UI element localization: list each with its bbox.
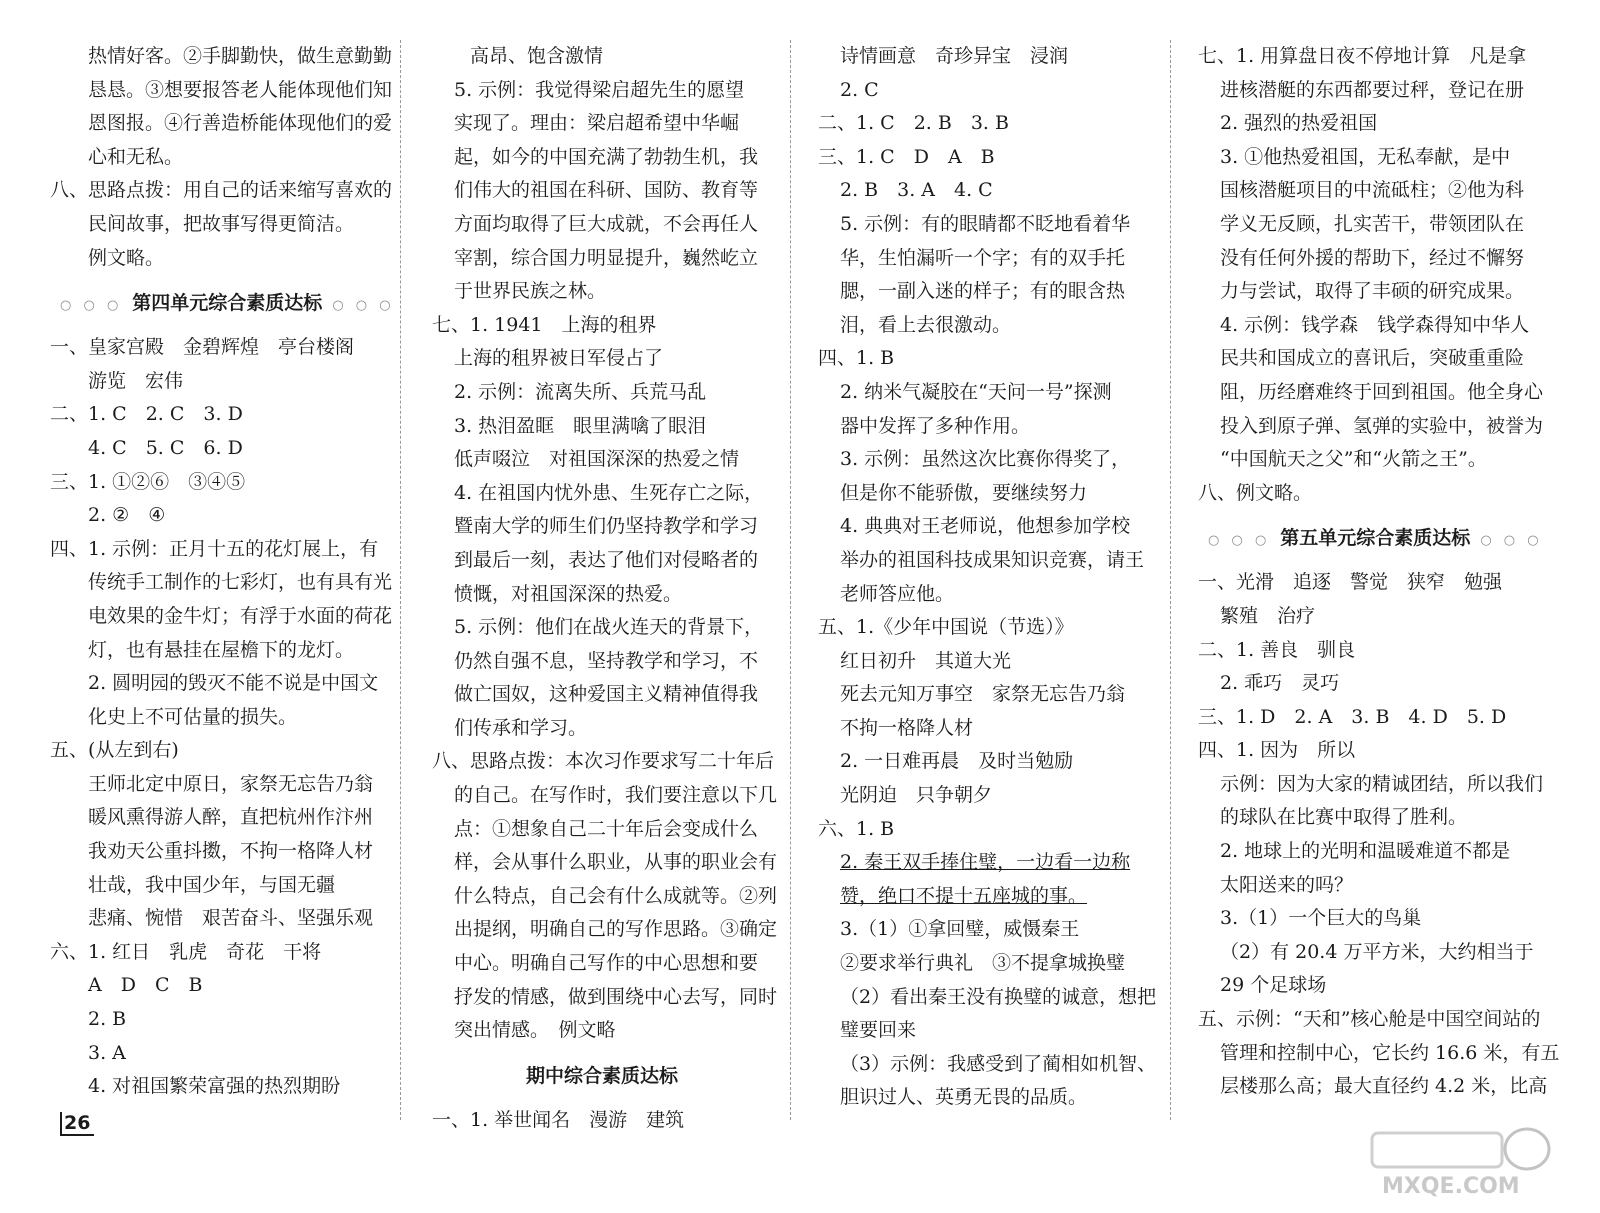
- answer-line: 死去元知万事空 家祭无忘告乃翁: [840, 683, 1126, 706]
- answer-line: A D C B: [88, 974, 203, 997]
- answer-line: 老师答应他。: [840, 582, 955, 605]
- answer-line: 七、1. 用算盘日夜不停地计算 凡是拿: [1198, 45, 1527, 67]
- decorative-dots-icon: ○ ○ ○: [332, 298, 395, 314]
- answer-line: 5. 示例：他们在战火连天的背景下，: [454, 616, 764, 639]
- answer-line: 投入到原子弹、氢弹的实验中，被誉为: [1220, 414, 1544, 437]
- answer-line: 五、1.《少年中国说（节选）》: [818, 616, 1074, 639]
- answer-column-2: [432, 40, 778, 1137]
- answer-line: 层楼那么高；最大直径约 4.2 米，比高: [1220, 1075, 1548, 1098]
- answer-line: 八、例文略。: [1198, 481, 1313, 504]
- answer-line: 壮哉，我中国少年，与国无疆: [88, 873, 336, 896]
- answer-line: 红日初升 其道大光: [840, 649, 1012, 672]
- answer-line: 六、1. B: [818, 817, 895, 840]
- section-heading: [1198, 510, 1543, 566]
- answer-line: 2. 示例：流离失所、兵荒马乱: [454, 380, 707, 403]
- answer-line: 中心。明确自己写作的中心思想和要: [454, 952, 759, 975]
- section-heading-text: 第五单元综合素质达标: [1280, 527, 1471, 550]
- answer-line: ②要求举行典礼 ③不提拿城换璧: [840, 952, 1126, 975]
- answer-line: （3）示例：我感受到了蔺相如机智、: [840, 1052, 1157, 1075]
- answer-line: 传统手工制作的七彩灯，也有具有光: [88, 571, 393, 594]
- watermark-site: MXQE.COM: [1382, 1174, 1520, 1199]
- answer-line: 四、1. 因为 所以: [1198, 739, 1356, 762]
- answer-line: 阻，历经磨难终于回到祖国。他全身心: [1220, 380, 1544, 403]
- answer-line: 热情好客。②手脚勤快，做生意勤勤: [88, 45, 393, 67]
- answer-line: 诗情画意 奇珍异宝 浸润: [840, 45, 1069, 67]
- answer-line: 太阳送来的吗？: [1220, 873, 1354, 896]
- answer-line: 4. 在祖国内忧外患、生死存亡之际，: [454, 481, 764, 504]
- answer-line: 悲痛、惋惜 艰苦奋斗、坚强乐观: [88, 907, 374, 930]
- answer-column-4: [1198, 40, 1560, 1104]
- answer-line: 八、思路点拨：用自己的话来缩写喜欢的: [50, 179, 393, 202]
- answer-line: 心和无私。: [88, 145, 184, 168]
- answer-line: 五、(从左到右): [50, 739, 179, 762]
- answer-line: 的球队在比赛中取得了胜利。: [1220, 806, 1468, 829]
- answer-line: （2）有 20.4 万平方米，大约相当于: [1220, 940, 1534, 963]
- answer-line: 5. 示例：有的眼睛都不眨地看着华: [840, 212, 1131, 235]
- answer-line: 于世界民族之林。: [454, 280, 607, 303]
- answer-line: 3. 热泪盈眶 眼里满噙了眼泪: [454, 414, 707, 437]
- answer-line: 2. 地球上的光明和温暖难道不都是: [1220, 840, 1511, 863]
- section-heading: [50, 275, 395, 331]
- answer-line: 实现了。理由：梁启超希望中华崛: [454, 112, 740, 135]
- answer-line: 腮，一副入迷的样子；有的眼含热: [840, 280, 1126, 303]
- answer-line: 三、1. D 2. A 3. B 4. D 5. D: [1198, 705, 1507, 728]
- answer-line: 点：①想象自己二十年后会变成什么: [454, 817, 759, 840]
- answer-line: 民间故事，把故事写得更简洁。: [88, 212, 355, 235]
- answer-line: 出提纲，明确自己的写作思路。③确定: [454, 918, 778, 941]
- answer-line: 29 个足球场: [1220, 974, 1327, 997]
- watermark-logo-icon: [1362, 1125, 1562, 1199]
- column-divider: [400, 40, 401, 1120]
- answer-line: 2. ② ④: [88, 504, 166, 527]
- answer-line: 4. 示例：钱学森 钱学森得知中华人: [1220, 313, 1530, 336]
- column-divider: [790, 40, 791, 1120]
- answer-line: 游览 宏伟: [88, 369, 184, 392]
- answer-line: 暨南大学的师生们仍坚持教学和学习: [454, 515, 759, 538]
- answer-line: （2）看出秦王没有换璧的诚意，想把: [840, 985, 1157, 1008]
- section-heading-text: 期中综合素质达标: [525, 1064, 678, 1087]
- answer-line: 上海的租界被日军侵占了: [454, 347, 664, 370]
- answer-line: 4. C 5. C 6. D: [88, 436, 243, 459]
- answer-line: 三、1. C D A B: [818, 145, 995, 168]
- answer-line: 2. 纳米气凝胶在“天问一号”探测: [840, 380, 1112, 403]
- answer-line: 3. A: [88, 1041, 126, 1064]
- answer-line: 七、1. 1941 上海的租界: [432, 313, 657, 336]
- answer-line: 示例：因为大家的精诚团结，所以我们: [1220, 772, 1544, 795]
- answer-line: 我劝天公重抖擞，不拘一格降人材: [88, 840, 374, 863]
- answer-line: 恩图报。④行善造桥能体现他们的爱: [88, 112, 393, 135]
- section-heading: [432, 1048, 772, 1104]
- answer-line: 2. B: [88, 1008, 127, 1031]
- answer-line: 电效果的金牛灯；有浮于水面的荷花: [88, 604, 393, 627]
- answer-line: 方面均取得了巨大成就，不会再任人: [454, 212, 759, 235]
- answer-line: 例文略。: [88, 246, 165, 269]
- answer-line: 二、1. 善良 驯良: [1198, 638, 1356, 661]
- answer-line: 化史上不可估量的损失。: [88, 705, 298, 728]
- answer-line: 一、皇家宫殿 金碧辉煌 亭台楼阁: [50, 336, 355, 359]
- answer-line: 4. 典典对王老师说，他想参加学校: [840, 515, 1131, 538]
- answer-line: 不拘一格降人材: [840, 716, 974, 739]
- decorative-dots-icon: ○ ○ ○: [1480, 533, 1543, 549]
- answer-line: 王师北定中原日，家祭无忘告乃翁: [88, 772, 374, 795]
- answer-line: 2. B 3. A 4. C: [840, 179, 993, 202]
- answer-line: 们伟大的祖国在科研、国防、教育等: [454, 179, 759, 202]
- answer-line: 二、1. C 2. B 3. B: [818, 112, 1009, 135]
- answer-line: 的自己。在写作时，我们要注意以下几: [454, 784, 778, 807]
- section-heading-text: 第四单元综合素质达标: [132, 292, 323, 315]
- answer-line: 灯，也有悬挂在屋檐下的龙灯。: [88, 638, 355, 661]
- answer-line: 六、1. 红日 乳虎 奇花 干将: [50, 940, 322, 963]
- answer-line: 民共和国成立的喜讯后，突破重重险: [1220, 347, 1525, 370]
- answer-line: 赞，绝口不提十五座城的事。: [840, 884, 1088, 907]
- answer-line: 学义无反顾，扎实苦干，带领团队在: [1220, 212, 1525, 235]
- answer-line: 2. C: [840, 78, 879, 101]
- decorative-dots-icon: ○ ○ ○: [60, 298, 123, 314]
- answer-line: 4. 对祖国繁荣富强的热烈期盼: [88, 1075, 341, 1098]
- answer-line: 一、光滑 追逐 警觉 狭窄 勉强: [1198, 571, 1503, 594]
- answer-line: 繁殖 治疗: [1220, 604, 1316, 627]
- answer-line: 恳恳。③想要报答老人能体现他们知: [88, 78, 393, 101]
- answer-line: 2. 秦王双手捧住璧，一边看一边称: [840, 851, 1131, 874]
- answer-line: 2. 圆明园的毁灭不能不说是中国文: [88, 672, 379, 695]
- answer-line: 们传承和学习。: [454, 716, 588, 739]
- answer-line: 3.（1）一个巨大的鸟巢: [1220, 907, 1422, 930]
- answer-line: 3.（1）①拿回璧，威慑秦王: [840, 918, 1080, 941]
- answer-line: 到最后一刻，表达了他们对侵略者的: [454, 548, 759, 571]
- answer-line: 2. 强烈的热爱祖国: [1220, 112, 1378, 135]
- answer-line: 华，生怕漏听一个字；有的双手托: [840, 246, 1126, 269]
- answer-line: 暖风熏得游人醉，直把杭州作汴州: [88, 806, 374, 829]
- answer-line: 低声啜泣 对祖国深深的热爱之情: [454, 448, 740, 471]
- answer-line: “中国航天之父”和“火箭之王”。: [1220, 448, 1487, 471]
- answer-line: 力与尝试，取得了丰硕的研究成果。: [1220, 280, 1525, 303]
- answer-line: 5. 示例：我觉得梁启超先生的愿望: [454, 78, 745, 101]
- answer-line: 什么特点，自己会有什么成就等。②列: [454, 884, 778, 907]
- page-number: 26: [60, 1112, 94, 1136]
- answer-line: 仍然自强不息，坚持教学和学习，不: [454, 649, 759, 672]
- answer-line: 突出情感。 例文略: [454, 1019, 616, 1042]
- answer-line: 举办的祖国科技成果知识竞赛，请王: [840, 548, 1145, 571]
- column-divider: [1170, 40, 1171, 1120]
- answer-column-3: [818, 40, 1158, 1115]
- answer-line: 五、示例：“天和”核心舱是中国空间站的: [1198, 1008, 1541, 1031]
- answer-line: 胆识过人、英勇无畏的品质。: [840, 1086, 1088, 1109]
- answer-line: 八、思路点拨：本次习作要求写二十年后: [432, 750, 775, 773]
- answer-column-1: [50, 40, 395, 1104]
- answer-line: 做亡国奴，这种爱国主义精神值得我: [454, 683, 759, 706]
- answer-line: 光阴迫 只争朝夕: [840, 784, 993, 807]
- answer-line: 一、1. 举世闻名 漫游 建筑: [432, 1108, 685, 1131]
- answer-line: 进核潜艇的东西都要过秤，登记在册: [1220, 78, 1525, 101]
- answer-line: 器中发挥了多种作用。: [840, 414, 1031, 437]
- answer-line: 3. 示例：虽然这次比赛你得奖了，: [840, 448, 1131, 471]
- answer-line: 四、1. 示例：正月十五的花灯展上，有: [50, 537, 379, 560]
- answer-line: 管理和控制中心，它长约 16.6 米，有五: [1220, 1041, 1560, 1064]
- answer-line: 愤慨，对祖国深深的热爱。: [454, 582, 683, 605]
- answer-line: 2. 乖巧 灵巧: [1220, 672, 1340, 695]
- answer-line: 国核潜艇项目的中流砥柱；②他为科: [1220, 179, 1525, 202]
- answer-line: 起，如今的中国充满了勃勃生机，我: [454, 145, 759, 168]
- answer-line: 高昂、饱含激情: [470, 45, 604, 67]
- answer-line: 宰割，综合国力明显提升，巍然屹立: [454, 246, 759, 269]
- answer-line: 但是你不能骄傲，要继续努力: [840, 481, 1088, 504]
- answer-line: 没有任何外援的帮助下，经过不懈努: [1220, 246, 1525, 269]
- answer-line: 二、1. C 2. C 3. D: [50, 403, 243, 426]
- decorative-dots-icon: ○ ○ ○: [1208, 533, 1271, 549]
- answer-line: 3. ①他热爱祖国，无私奉献，是中: [1220, 145, 1511, 168]
- answer-line: 样，会从事什么职业，从事的职业会有: [454, 851, 778, 874]
- answer-line: 四、1. B: [818, 347, 895, 370]
- answer-line: 抒发的情感，做到围绕中心去写，同时: [454, 985, 778, 1008]
- answer-line: 泪，看上去很激动。: [840, 313, 1012, 336]
- answer-line: 2. 一日难再晨 及时当勉励: [840, 750, 1074, 773]
- answer-line: 三、1. ①②⑥ ③④⑤: [50, 470, 246, 493]
- answer-line: 璧要回来: [840, 1019, 917, 1042]
